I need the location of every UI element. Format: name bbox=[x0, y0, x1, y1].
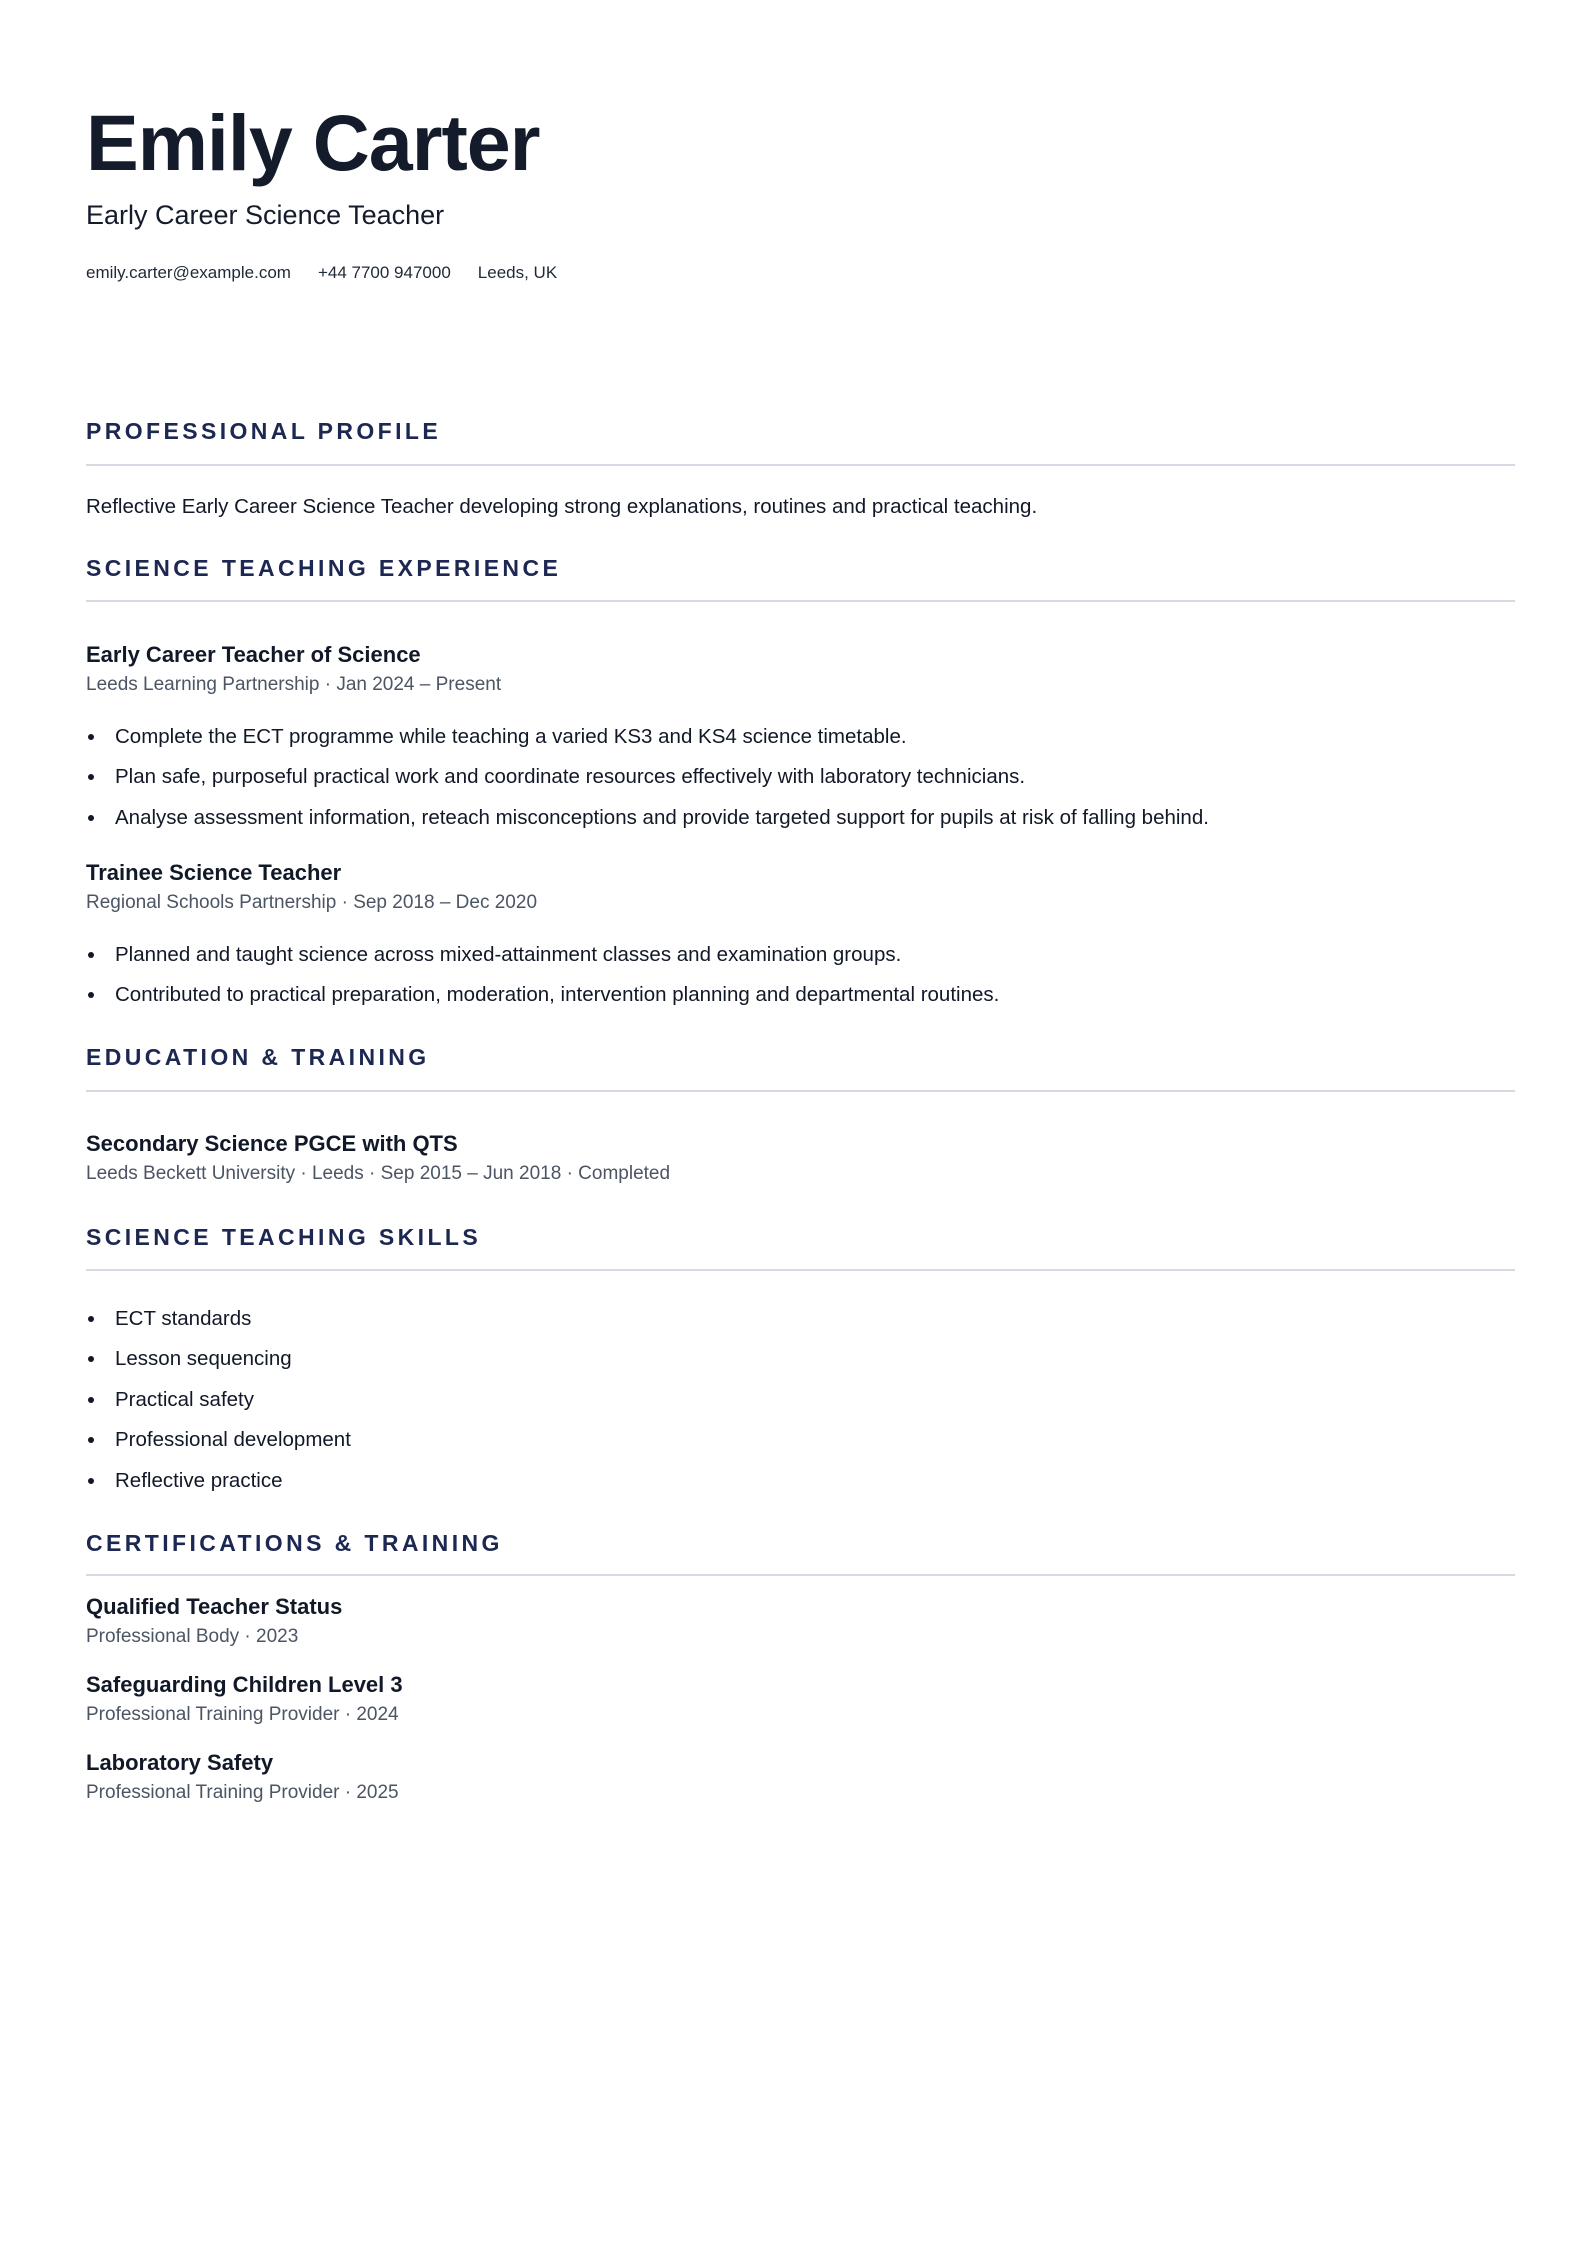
certification-title: Safeguarding Children Level 3 bbox=[86, 1672, 403, 1697]
job-bullets bbox=[86, 935, 999, 1016]
bullet-text: Contributed to practical preparation, moderation, intervention planning and departmental routines. bbox=[115, 983, 1000, 1007]
list-item bbox=[86, 1380, 351, 1420]
list-item bbox=[86, 975, 999, 1015]
education-title: Secondary Science PGCE with QTS bbox=[86, 1131, 458, 1156]
bullet-icon bbox=[88, 774, 94, 780]
bullet-icon bbox=[88, 1316, 94, 1322]
list-item bbox=[86, 1299, 351, 1339]
job-bullets bbox=[86, 717, 1209, 838]
certification-meta: Professional Training Provider · 2024 bbox=[86, 1704, 399, 1725]
certification-title: Laboratory Safety bbox=[86, 1750, 274, 1775]
bullet-icon bbox=[88, 815, 94, 821]
bullet-icon bbox=[88, 1356, 94, 1362]
contact-email[interactable]: emily.carter@example.com bbox=[86, 263, 291, 282]
candidate-name: Emily Carter bbox=[86, 98, 540, 187]
contact-phone[interactable]: +44 7700 947000 bbox=[317, 263, 451, 282]
list-item bbox=[86, 1461, 351, 1501]
bullet-text: Complete the ECT programme while teaching a varied KS3 and KS4 science timetable. bbox=[115, 725, 907, 748]
bullet-text: Planned and taught science across mixed-attainment classes and examination groups. bbox=[115, 943, 902, 966]
list-item bbox=[86, 717, 1209, 757]
section-heading-profile: PROFESSIONAL PROFILE bbox=[86, 418, 442, 444]
list-item bbox=[86, 757, 1209, 797]
list-item bbox=[86, 1420, 351, 1460]
list-item bbox=[86, 1339, 351, 1379]
job-meta: Regional Schools Partnership · Sep 2018 – Dec 2020 bbox=[86, 892, 538, 913]
section-divider bbox=[86, 1269, 1515, 1271]
section-heading-certifications: CERTIFICATIONS & TRAINING bbox=[86, 1530, 503, 1556]
bullet-icon bbox=[88, 1397, 94, 1403]
bullet-icon bbox=[88, 1437, 94, 1443]
candidate-title: Early Career Science Teacher bbox=[86, 200, 445, 230]
section-heading-education: EDUCATION & TRAINING bbox=[86, 1044, 430, 1070]
bullet-text: Plan safe, purposeful practical work and coordinate resources effectively with laboratory technicians. bbox=[115, 765, 1026, 789]
bullet-icon bbox=[88, 952, 94, 958]
section-heading-skills: SCIENCE TEACHING SKILLS bbox=[86, 1224, 482, 1250]
certification-meta: Professional Training Provider · 2025 bbox=[86, 1782, 399, 1803]
job-meta: Leeds Learning Partnership · Jan 2024 – Present bbox=[86, 674, 502, 695]
section-divider bbox=[86, 1574, 1515, 1576]
contact-line bbox=[86, 260, 584, 286]
contact-location: Leeds, UK bbox=[477, 263, 558, 282]
job-title: Trainee Science Teacher bbox=[86, 860, 342, 885]
list-item bbox=[86, 798, 1209, 838]
certification-meta: Professional Body · 2023 bbox=[86, 1626, 299, 1647]
skill-text: ECT standards bbox=[115, 1307, 252, 1330]
job-title: Early Career Teacher of Science bbox=[86, 642, 421, 667]
profile-summary: Reflective Early Career Science Teacher developing strong explanations, routines and practical teaching. bbox=[86, 495, 1038, 518]
skills-list bbox=[86, 1299, 351, 1501]
bullet-icon bbox=[88, 1478, 94, 1484]
certification-title: Qualified Teacher Status bbox=[86, 1594, 343, 1619]
skill-text: Practical safety bbox=[115, 1387, 254, 1411]
section-divider bbox=[86, 600, 1515, 602]
section-divider bbox=[86, 1090, 1515, 1092]
bullet-icon bbox=[88, 734, 94, 740]
section-divider bbox=[86, 464, 1515, 466]
list-item bbox=[86, 935, 999, 975]
bullet-text: Analyse assessment information, reteach misconceptions and provide targeted support for pupils at risk of falling behind. bbox=[115, 805, 1209, 829]
skill-text: Lesson sequencing bbox=[115, 1347, 292, 1371]
skill-text: Reflective practice bbox=[115, 1468, 283, 1492]
skill-text: Professional development bbox=[115, 1428, 351, 1452]
education-meta: Leeds Beckett University · Leeds · Sep 2015 – Jun 2018 · Completed bbox=[86, 1163, 671, 1184]
section-heading-experience: SCIENCE TEACHING EXPERIENCE bbox=[86, 555, 562, 581]
bullet-icon bbox=[88, 992, 94, 998]
